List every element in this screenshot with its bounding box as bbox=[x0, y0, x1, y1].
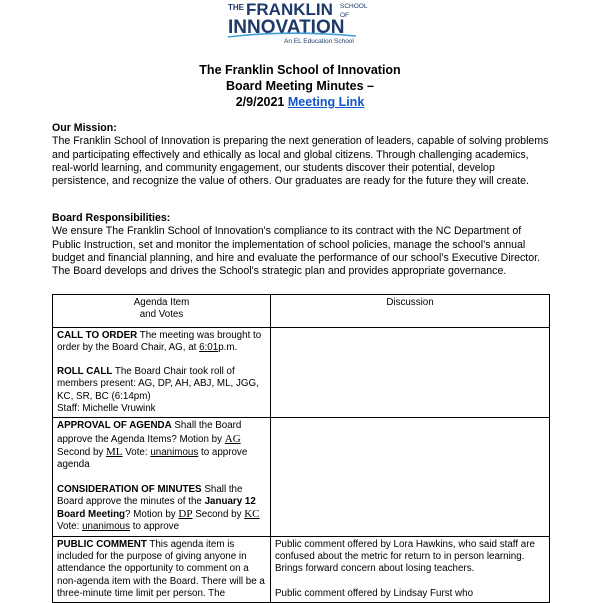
table-row bbox=[53, 418, 550, 536]
public-comment-discussion-cell bbox=[271, 536, 550, 602]
approval-agenda-label: APPROVAL OF AGENDA bbox=[57, 420, 172, 432]
responsibilities-text: We ensure The Franklin School of Innovation's compliance to its contract with the NC Department of Public Instruction, set and monitor the implementation of school policies, manage the school’s annual budget and financial planning, and hire and evaluate the performance of our school’s Executive Director. The Board develops and drives the School's strategic plan and provides appropriate governance. bbox=[52, 225, 541, 278]
document-title bbox=[0, 62, 600, 110]
logo-tagline: An EL Education School bbox=[284, 38, 354, 44]
call-to-order-cell bbox=[53, 327, 271, 418]
logo-the: THE bbox=[228, 3, 244, 12]
title-line-2: Board Meeting Minutes – bbox=[226, 79, 374, 93]
title-line-1: The Franklin School of Innovation bbox=[199, 63, 401, 77]
responsibilities-section bbox=[52, 212, 552, 278]
mission-heading: Our Mission: bbox=[52, 122, 117, 134]
approval-cell bbox=[53, 418, 271, 536]
logo-innovation: INNOVATION bbox=[228, 17, 345, 38]
school-logo bbox=[226, 0, 386, 44]
agenda-motion-by: AG bbox=[224, 432, 241, 445]
public-comment-cell: PUBLIC COMMENT This agenda item is included for the purpose of giving anyone in attendance the opportunity to comment on a non-agenda item with the Board. There will be a three-minute time limit per person. The bbox=[53, 536, 271, 602]
call-to-order-time: 6:01 bbox=[199, 341, 219, 353]
logo-franklin: FRANKLIN bbox=[246, 0, 333, 19]
call-to-order-label: CALL TO ORDER bbox=[57, 329, 138, 341]
agenda-second-by: ML bbox=[106, 445, 123, 458]
minutes-second-by: KC bbox=[244, 508, 260, 521]
table-row bbox=[53, 536, 550, 602]
mission-text: The Franklin School of Innovation is preparing the next generation of leaders, capable of solving problems and participating effectively and ethically as local and global citizens. Through challenging academics, real-world learning, and community engagement, our students discover their potential, develop persistence, and recognize the value of others. Our graduates are ready for the future they will create. bbox=[52, 135, 549, 188]
logo-of: OF bbox=[340, 12, 350, 19]
approval-agenda-item: APPROVAL OF AGENDA Shall the Board approve the Agenda Items? Motion by AG Second by ML Vote: unanimous to approve agenda bbox=[57, 420, 248, 471]
public-comment-label: PUBLIC COMMENT bbox=[57, 538, 147, 550]
minutes-motion-by: DP bbox=[178, 508, 193, 521]
mission-section bbox=[52, 122, 552, 188]
public-comment-2: Public comment offered by Lindsay Furst who bbox=[275, 587, 474, 599]
public-comment-1: Public comment offered by Lora Hawkins, who said staff are confused about the metric for return to in person learning. Brings forward concern about losing teachers. bbox=[275, 538, 535, 575]
staff-line: Staff: Michelle Vruwink bbox=[57, 403, 156, 415]
discussion-cell bbox=[271, 418, 550, 536]
meeting-date: 2/9/2021 bbox=[235, 95, 285, 109]
agenda-item-header: Agenda Item and Votes bbox=[53, 295, 271, 328]
title-line-3 bbox=[0, 94, 600, 110]
discussion-cell bbox=[271, 327, 550, 418]
agenda-vote: unanimous bbox=[150, 446, 199, 458]
minutes-meeting: January 12 Board Meeting bbox=[57, 495, 256, 521]
minutes-vote: unanimous bbox=[82, 521, 130, 533]
call-to-order-item: CALL TO ORDER The meeting was brought to order by the Board Chair, AG, at 6:01p.m. bbox=[57, 329, 262, 353]
logo-school: SCHOOL bbox=[340, 3, 368, 10]
discussion-header: Discussion bbox=[271, 295, 550, 328]
minutes-table bbox=[52, 294, 550, 603]
consideration-minutes-item: CONSIDERATION OF MINUTES Shall the Board approve the minutes of the January 12 Board Meeting? Motion by DP Second by KC Vote: unanimous to approve bbox=[57, 483, 260, 533]
responsibilities-heading: Board Responsibilities: bbox=[52, 212, 171, 224]
roll-call-item: ROLL CALL The Board Chair took roll of members present: AG, DP, AH, ABJ, ML, JGG, KC, SR, BC (6:14pm) bbox=[57, 366, 259, 402]
meeting-link[interactable]: Meeting Link bbox=[287, 95, 365, 109]
consideration-minutes-label: CONSIDERATION OF MINUTES bbox=[57, 483, 202, 495]
table-row bbox=[53, 327, 550, 418]
roll-call-label: ROLL CALL bbox=[57, 366, 113, 378]
table-header-row bbox=[53, 295, 550, 328]
